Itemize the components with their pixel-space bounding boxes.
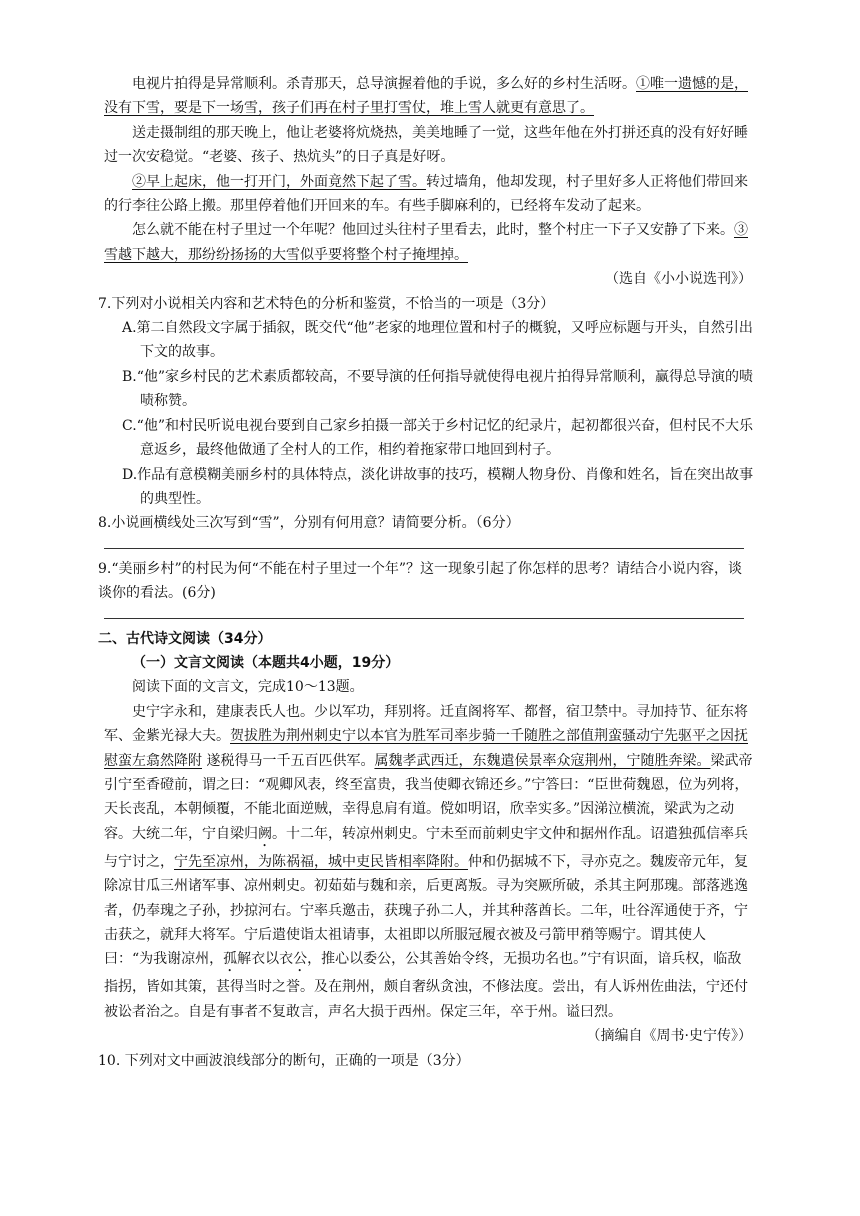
classical-text [104, 700, 754, 1024]
classical-source: （摘编自《周书·史宁传》） [586, 1028, 752, 1045]
text: 仲和仍据城不下，寻亦克之。魏废帝元年，复除凉甘瓜三州诸军事、凉州刺史。初茹茹与魏和亲，后更离叛。寻为突厥所破，杀其主阿那瑰。部落逃逸者，仍奉瑰之子孙，抄掠河右。宁率兵邀击，获瑰子孙二人，并其种落酋长。二年，吐谷浑通使于齐，宁击获之，就拜大将军。宁后遣使诣太祖请事，太祖即以所服冠履衣被及弓箭甲矟等赐宁。谓其使人曰：“为我谢凉州， [104, 853, 748, 968]
dotted-char: 阙 [258, 825, 272, 842]
question-7-option-d: D.作品有意模糊美丽乡村的具体特点，淡化讲故事的技巧，模糊人物身份、肖像和姓名，旨在突出故事的典型性。 [122, 466, 754, 507]
underlined-sentence-1: ①唯一遗憾的是，没有下雪，要是下一场雪，孩子们再在村子里打雪仗，堆上雪人就更有意思了。 [104, 76, 748, 117]
text: 。十二年，转凉州刺史。宁未至而前刺史宇文仲和据州作乱。诏遣独孤信率兵与宁讨之， [104, 825, 748, 870]
exam-page [98, 72, 754, 1073]
story-paragraph-2: 送走摄制组的那天晚上，他让老婆将炕烧热，美美地睡了一觉，这些年他在外打拼还真的没有好好睡过一次安稳觉。“老婆、孩子、热炕头”的日子真是好呀。 [104, 124, 748, 166]
question-7-option-b: B.“他”家乡村民的艺术素质都较高，不要导演的任何指导就使得电视片拍得异常顺利，赢得总导演的啧啧称赞。 [122, 368, 754, 410]
question-7-stem: 7.下列对小说相关内容和艺术特色的分析和鉴赏，不恰当的一项是（3分） [98, 295, 555, 312]
text: 解衣以衣 [237, 951, 294, 968]
question-8-stem: 8.小说画横线处三次写到“雪”，分别有何用意？请简要分析。（6分） [98, 515, 520, 532]
question-7-option-c: C.“他”和村民听说电视台要到自己家乡拍摄一部关于乡村记忆的纪录片，起初都很兴奋，但村民不大乐意返乡，最终他做通了全村人的工作，相约着拖家带口地回到村子。 [122, 417, 753, 459]
text: 史宁字永和，建康表氏人也。少以军功，拜别将。迁直阁将军、都督，宿卫禁中。寻加持节、征东将军、金紫光禄大夫。 [104, 703, 748, 745]
text: 梁武帝引宁至香磴前，谓之曰：“观卿风表，终至富贵，我当使卿衣锦还乡。”宁答曰：“臣世荷魏恩，位为列将，天长丧乱，本朝倾覆，不能北面逆贼，幸得息肩有道。傥如明诏，欣幸实多。”因涕泣横流，梁武为之动容。大统二年，宁自梁归 [104, 752, 753, 842]
dotted-char: 孤 [223, 951, 238, 968]
text: 遂税得马一千五百匹供军。 [202, 752, 375, 769]
answer-line-8[interactable] [104, 548, 744, 549]
text: 怎么就不能在村子里过一个年呢？他回过头往村子里看去，此时，整个村庄一下子又安静了下来。 [132, 222, 734, 239]
story-paragraph-1 [104, 72, 754, 121]
story-source: （选自《小小说选刊》） [605, 271, 752, 288]
section-2-subtitle: （一）文言文阅读（本题共4小题，19分） [132, 654, 400, 671]
dotted-char: 公 [293, 951, 308, 968]
text: ，推心以委公，公其善始令终，无损功名也。”宁有识面，谙兵权，临敌指拐，皆如其策，甚得当时之誉。及在荆州，颇自奢纵贪浊，不修法度。尝出，有人诉州佐曲法，宁还付被讼者治之。自是有事者不复敢言，声名大损于西州。保定三年，卒于州。谥曰烈。 [104, 951, 748, 1020]
underlined-passage: 属魏孝武西迁，东魏遣侯景率众寇荆州，宁随胜奔梁。 [374, 752, 711, 769]
underlined-passage: 宁先至凉州，为陈祸福，城中吏民皆相率降附。 [174, 853, 468, 870]
section-2-instruction: 阅读下面的文言文，完成10～13题。 [132, 679, 364, 696]
text: 电视片拍得是异常顺利。杀青那天，总导演握着他的手说，多么好的乡村生活呀。 [132, 76, 636, 92]
underlined-sentence-2: ②早上起床，他一打开门，外面竟然下起了雪。 [132, 173, 426, 190]
wavy-underlined-passage: 贺拔胜为荆州刺史宁以本官为胜军司率步骑一千随胜之部值荆蛮骚动宁先驱平之因抚慰蛮左翕然降附 [104, 728, 748, 769]
question-10-stem: 10. 下列对文中画波浪线部分的断句，正确的一项是（3分） [98, 1052, 470, 1069]
question-7-option-a: A.第二自然段文字属于插叙，既交代“他”老家的地理位置和村子的概貌，又呼应标题与开头，自然引出下文的故事。 [122, 320, 753, 361]
question-9-stem: 9.“美丽乡村”的村民为何“不能在村子里过一个年”？这一现象引起了你怎样的思考？请结合小说内容，谈谈你的看法。(6分) [98, 560, 742, 602]
story-paragraph-3 [104, 170, 754, 219]
underlined-sentence-3: ③雪越下越大，那纷纷扬扬的大雪似乎要将整个村子掩埋掉。 [104, 222, 748, 263]
story-paragraph-4 [104, 218, 754, 267]
text: 转过墙角，他却发现，村子里好多人正将他们带回来的行李往公路上搬。那里停着他们开回来的车。有些手脚麻利的，已经将车发动了起来。 [104, 173, 748, 215]
answer-line-9[interactable] [104, 618, 744, 619]
section-2-title: 二、古代诗文阅读（34分） [98, 630, 272, 647]
